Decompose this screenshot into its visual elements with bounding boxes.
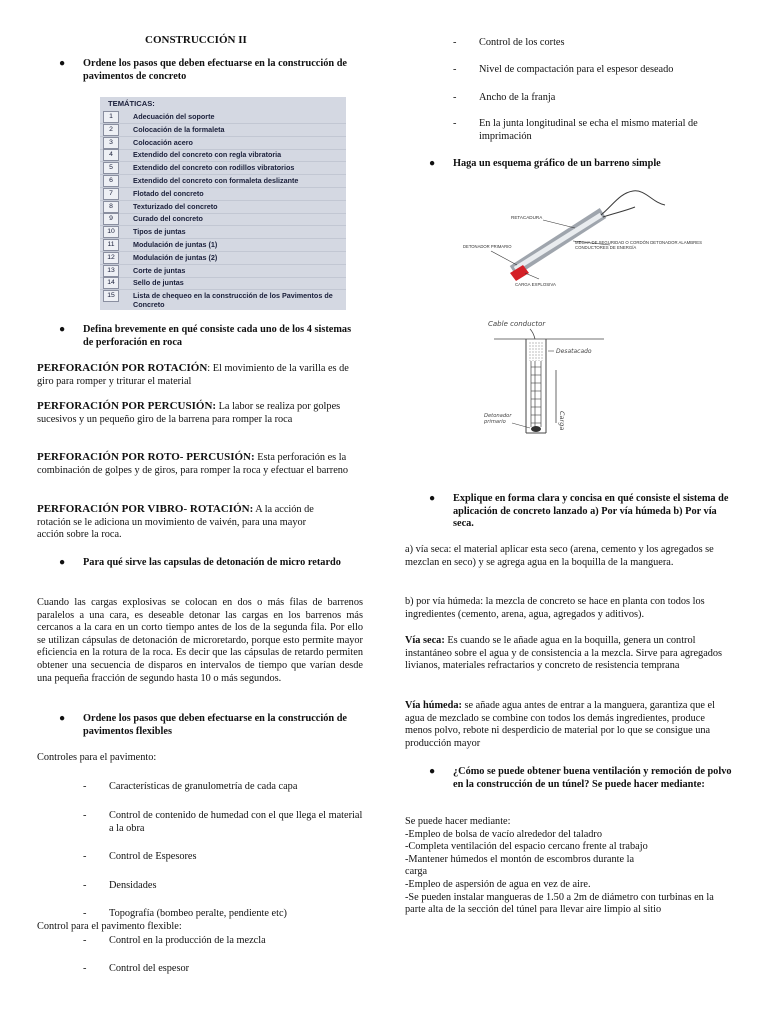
tematica-number: 10 — [103, 226, 119, 238]
sketch-stemming — [528, 341, 544, 361]
answer-b: b) por vía húmeda: la mezcla de concreto se hace en planta con todos los ingredientes (cemento, arena, agua, agregados y aditivos). — [405, 596, 705, 620]
question-1-text: Ordene los pasos que deben efectuarse en la construcción de pavimentos de concreto — [83, 58, 347, 82]
tematica-number: 12 — [103, 252, 119, 264]
tematica-label: Corte de juntas — [133, 265, 186, 275]
bullet-icon: ● — [59, 557, 66, 568]
dash-icon: - — [83, 810, 87, 821]
tematica-number: 15 — [103, 290, 119, 302]
list-item-text: Densidades — [109, 880, 157, 891]
perforacion-vibro-rotacion — [37, 503, 333, 542]
dash-icon: - — [453, 37, 457, 48]
label-detonador: DETONADOR PRIMARIO — [463, 244, 512, 249]
tematica-number: 14 — [103, 277, 119, 289]
dash-icon: - — [453, 64, 457, 75]
label-mecha-wrap — [575, 240, 715, 260]
label-retacadura: RETACADURA — [511, 215, 543, 220]
tematica-number: 5 — [103, 162, 119, 174]
tematica-label: Sello de juntas — [133, 278, 184, 288]
tematica-number: 1 — [103, 111, 119, 123]
list-item-text: Control de los cortes — [479, 37, 565, 48]
dash-icon: - — [453, 92, 457, 103]
via-seca-title: Vía seca: — [405, 635, 445, 646]
perforacion-rotacion-title: PERFORACIÓN POR ROTACIÓN — [37, 362, 208, 374]
tematica-label: Extendido del concreto con rodillos vibratorios — [133, 163, 295, 173]
sketch-label-carga: Carga — [558, 411, 566, 431]
tematica-number: 13 — [103, 265, 119, 277]
tematica-label: Tipos de juntas — [133, 227, 186, 237]
list-item-text: Control en la producción de la mezcla — [109, 935, 266, 946]
tematica-number: 11 — [103, 239, 119, 251]
bullet-icon: ● — [59, 324, 66, 335]
perforacion-rotacion — [37, 362, 353, 388]
tematica-number: 9 — [103, 213, 119, 225]
tematica-label: Curado del concreto — [133, 214, 203, 224]
sketch-detonator — [531, 426, 541, 432]
perforacion-percusion-title: PERFORACIÓN POR PERCUSIÓN: — [37, 400, 217, 412]
perforacion-rotacion-text: : El movimiento de la varilla es de giro para romper y triturar el material — [37, 363, 349, 387]
list-item-text: Control del espesor — [109, 963, 190, 974]
tematicas-header: TEMÁTICAS: — [108, 99, 155, 108]
question-6 — [429, 493, 735, 531]
dash-icon: - — [83, 908, 87, 919]
via-humeda-title: Vía húmeda: — [405, 700, 462, 711]
question-7-text: ¿Cómo se puede obtener buena ventilación y remoción de polvo en la construcción de un túnel? Se puede hacer mediante: — [453, 766, 732, 790]
ventilacion-line: Se puede hacer mediante: — [405, 816, 511, 827]
dash-icon: - — [83, 935, 87, 946]
label-mecha: MECHA DE SEGURIDAD O CORDÓN DETONADOR ALAMBRES CONDUCTORES DE ENERGÍA — [575, 240, 702, 251]
bullet-icon: ● — [429, 158, 436, 169]
list-item-text-inner: En la junta longitudinal se echa el mismo material de imprimación — [479, 118, 698, 142]
question-2-text: Defina brevemente en qué consiste cada uno de los 4 sistemas de perforación en roca — [83, 324, 352, 348]
perforacion-vibro-rotacion-text: A la acción de rotación se le adiciona un movimiento de vaivén, para una mayor acción sobre la roca. — [37, 504, 314, 541]
tematica-number: 4 — [103, 149, 119, 161]
ventilacion-list — [405, 816, 731, 917]
tematica-row — [100, 289, 346, 311]
controles-title: Controles para el pavimento: — [37, 752, 157, 763]
list-item-text: Control de Espesores — [109, 851, 197, 862]
tematica-label: Flotado del concreto — [133, 188, 204, 198]
question-3 — [59, 557, 363, 570]
question-2 — [59, 324, 363, 349]
tematicas-table — [100, 97, 346, 310]
list-item-text: Topografía (bombeo peralte, pendiente etc) — [109, 908, 287, 919]
list-item-text — [479, 118, 733, 143]
ventilacion-line: -Completa ventilación del espacio cercano frente al trabajo — [405, 841, 648, 853]
tematica-number: 6 — [103, 175, 119, 187]
tematica-label: Extendido del concreto con formaleta deslizante — [133, 176, 299, 185]
list-item-text: Nivel de compactación para el espesor deseado — [479, 64, 674, 75]
perforacion-vibro-rotacion-title: PERFORACIÓN POR VIBRO- ROTACIÓN: — [37, 503, 254, 515]
via-seca-text: Es cuando se le añade agua en la boquilla, genera un control instantáneo sobre el agua y de consistencia a la mezcla. Sirve para agregados livianos, materiales refractarios y concreto de resistencia temprana — [405, 635, 723, 672]
bullet-icon: ● — [59, 58, 66, 69]
dash-icon: - — [453, 118, 457, 129]
tematica-number: 3 — [103, 137, 119, 149]
bullet-icon: ● — [429, 766, 436, 777]
question-3-text: Para qué sirve las capsulas de detonación de micro retardo — [83, 557, 341, 568]
flexible-title: Control para el pavimento flexible: — [37, 921, 182, 932]
tematica-label: Modulación de juntas (1) — [133, 240, 218, 249]
question-4-text: Ordene los pasos que deben efectuarse en la construcción de pavimentos flexibles — [83, 713, 347, 737]
list-item-text — [109, 810, 365, 835]
sketch-label-desatacado: Desatacado — [556, 348, 592, 355]
ventilacion-line: -Mantener húmedos el montón de escombros durante la — [405, 853, 635, 865]
question-5-text: Haga un esquema gráfico de un barreno simple — [453, 158, 661, 169]
tematica-label: Lista de chequeo en la construcción de los Pavimentos de Concreto — [133, 291, 333, 310]
bullet-icon: ● — [429, 493, 436, 504]
perforacion-roto-percusion-title: PERFORACIÓN POR ROTO- PERCUSIÓN: — [37, 451, 255, 463]
barreno-sketch — [484, 315, 614, 440]
perforacion-roto-percusion-text: Esta perforación es la combinación de golpes y de giros, para romper la roca y efectuar el barreno — [37, 452, 349, 476]
question-7 — [429, 766, 735, 791]
dash-icon: - — [83, 963, 87, 974]
ventilacion-line: -Se pueden instalar mangueras de 1.50 a 2m de diámetro con turbinas en la parte alta de la sección del túnel para llevar aire limpio al sitio — [405, 891, 714, 916]
question-3-answer: Cuando las cargas explosivas se colocan en dos o más filas de barrenos paralelos a una cara, es deseable detonar las cargas en los barrenos más cercanos a la cara en un corto tiempo antes de los de la segunda fila. Por ello se utilizan cápsulas de detonación de microretardo, porque esto permite mayor eficiencia en la rotura de la roca. Es decir que las cápsulas de retardo permiten obtener una secuencia de disparos en intervalos de tiempo que varían desde una pequeña fracción de segundo hasta 10 o más segundos. — [37, 597, 363, 684]
sketch-label-cable: Cable conductor — [488, 320, 546, 328]
via-seca — [405, 635, 731, 673]
perforacion-percusion-text: La labor se realiza por golpes sucesivos y un pequeño giro de la barrena para romper la roca — [37, 401, 341, 425]
question-1 — [59, 58, 353, 83]
question-5 — [429, 158, 733, 171]
question-6-text: Explique en forma clara y concisa en qué consiste el sistema de aplicación de concreto lanzado a) Por vía húmeda b) Por vía seca. — [453, 493, 729, 530]
list-item-text-inner: Control de contenido de humedad con el que llega el material a la obra — [109, 810, 363, 834]
tematica-number: 7 — [103, 188, 119, 200]
perforacion-percusion — [37, 400, 353, 426]
tematica-label: Modulación de juntas (2) — [133, 252, 218, 262]
tematica-label: Adecuación del soporte — [133, 112, 215, 121]
list-item-text: Ancho de la franja — [479, 92, 556, 103]
barreno-diagram — [455, 185, 715, 295]
tematica-label: Extendido del concreto con regla vibratoria — [133, 150, 282, 160]
dash-icon: - — [83, 781, 87, 792]
dash-icon: - — [83, 851, 87, 862]
via-humeda-text: se añade agua antes de entrar a la manguera, garantiza que el agua de mezclado se combine con todos los demás ingredientes, produce menos polvo, rebote ni desperdicio de material por lo que se consigue una producción mayor — [405, 700, 715, 749]
sketch-label-detonador-wrap — [484, 413, 528, 433]
question-4 — [59, 713, 363, 738]
ventilacion-line: -Empleo de bolsa de vacío alrededor del taladro — [405, 828, 602, 840]
ventilacion-line: -Empleo de aspersión de agua en vez de aire. — [405, 878, 591, 890]
page-title: CONSTRUCCIÓN II — [145, 34, 247, 46]
ventilacion-line: carga — [405, 866, 428, 878]
tematica-number: 2 — [103, 124, 119, 136]
tematica-label: Colocación de la formaleta — [133, 124, 225, 134]
tematica-label: Colocación acero — [133, 137, 193, 147]
dash-icon: - — [83, 880, 87, 891]
answer-a: a) vía seca: el material aplicar esta seco (arena, cemento y los agregados se mezclan en seco) y se agrega agua en la boquilla de la manguera. — [405, 544, 714, 568]
bullet-icon: ● — [59, 713, 66, 724]
label-carga: CARGA EXPLOSIVA — [515, 282, 556, 287]
perforacion-roto-percusion — [37, 451, 353, 477]
tematica-number: 8 — [103, 201, 119, 213]
sketch-label-detonador: Detonador primario — [484, 413, 512, 425]
via-humeda — [405, 700, 731, 750]
list-item-text: Características de granulometría de cada capa — [109, 781, 298, 792]
tematica-label: Texturizado del concreto — [133, 201, 218, 211]
